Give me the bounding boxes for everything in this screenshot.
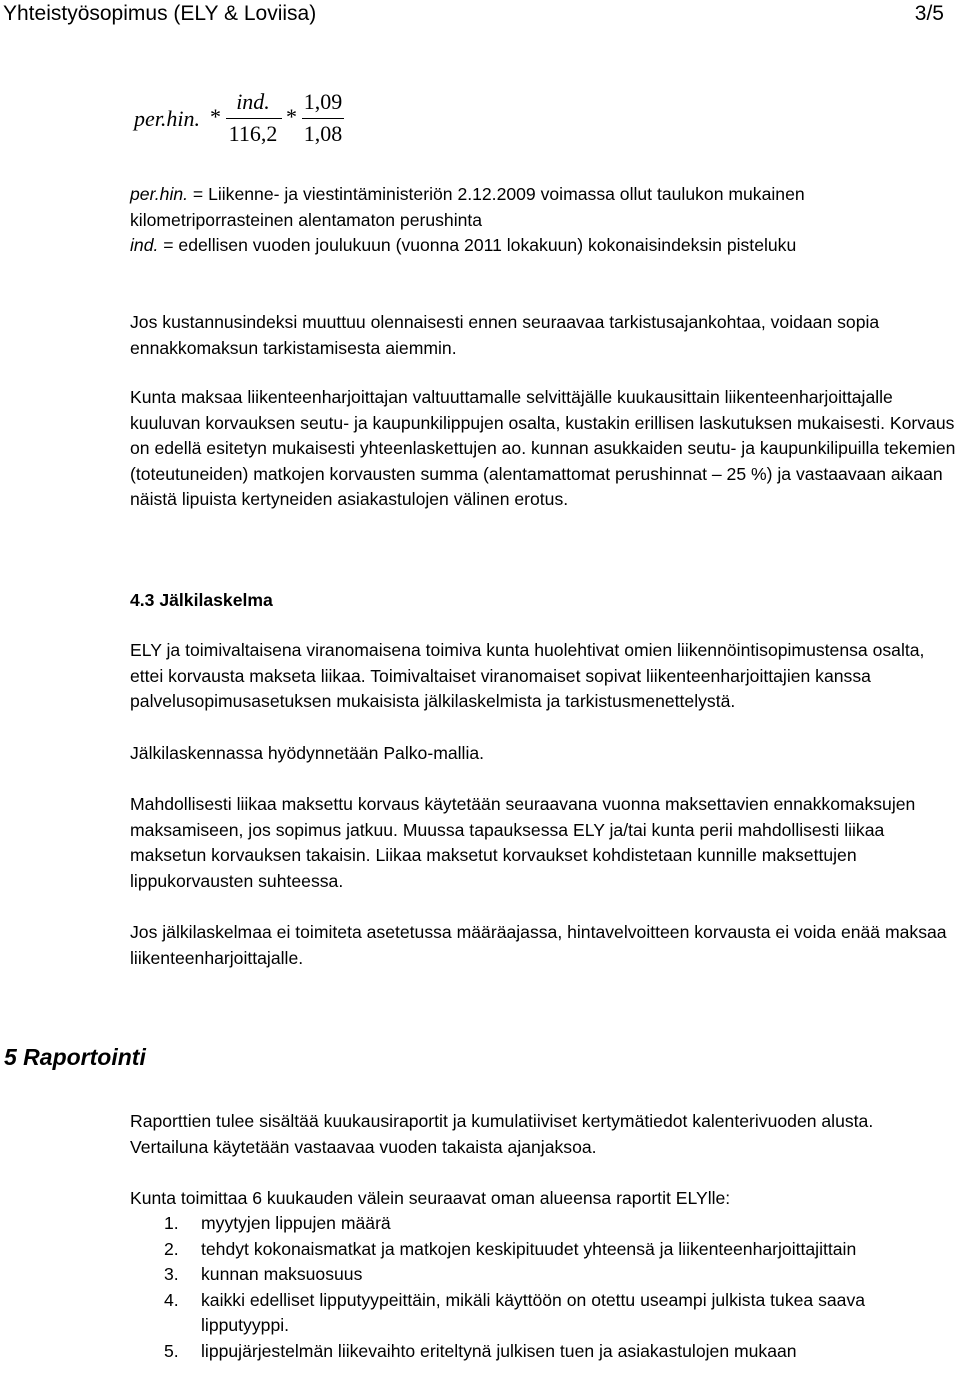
formula-frac1-denominator: 116,2 <box>228 121 278 146</box>
formula-frac1-numerator: ind. <box>236 89 270 114</box>
definition-base-price-text: = Liikenne- ja viestintäministeriön 2.12.2009 voimassa ollut taulukon mukainen kilometriporrasteinen alentamaton perushinta <box>130 184 805 230</box>
list-item-number: 4. <box>164 1289 179 1310</box>
formula-frac2-denominator: 1,08 <box>303 121 343 146</box>
section-5-paragraph-2: Kunta toimittaa 6 kuukauden välein seuraavat oman alueensa raportit ELYlle: <box>130 1188 731 1208</box>
page-number: 3/5 <box>914 2 944 25</box>
list-item <box>130 1237 956 1263</box>
list-item-number: 5. <box>164 1340 179 1361</box>
list-item-text: kunnan maksuosuus <box>201 1264 363 1284</box>
section-4-3-paragraph-2: Jälkilaskennassa hyödynnetään Palko-mallia. <box>130 742 485 763</box>
formula-frac2-numerator: 1,09 <box>303 89 343 114</box>
section-4-3-body <box>130 638 956 971</box>
list-item-text: tehdyt kokonaismatkat ja matkojen keskipituudet yhteensä ja liikenteenharjoittajittain <box>201 1238 857 1259</box>
formula-times-1: * <box>210 104 221 129</box>
page-header <box>0 0 948 30</box>
section-4-3-heading: 4.3 Jälkilaskelma <box>130 590 273 610</box>
list-item-text: lippujärjestelmän liikevaihto eriteltynä julkisen tuen ja asiakastulojen mukaan <box>201 1340 797 1361</box>
document-title: Yhteistyösopimus (ELY & Loviisa) <box>3 2 317 25</box>
list-item-number: 2. <box>164 1238 179 1259</box>
formula-frac1-bar <box>226 118 282 119</box>
section-5-heading: 5 Raportointi <box>4 1044 146 1070</box>
price-formula <box>132 88 352 150</box>
list-item <box>130 1288 956 1339</box>
list-item-text: myytyjen lippujen määrä <box>201 1213 391 1233</box>
formula-times-2: * <box>286 104 297 129</box>
list-item-number: 3. <box>164 1264 179 1284</box>
list-item <box>130 1211 956 1237</box>
section-5-body <box>130 1109 956 1212</box>
term-index: ind. <box>130 235 159 255</box>
list-item-text: kaikki edelliset lipputyypeittäin, mikäli käyttöön on otettu useampi julkista tukea saava lipputyyppi. <box>201 1289 866 1335</box>
report-list <box>130 1211 956 1364</box>
section-5-paragraph-1: Raporttien tulee sisältää kuukausiraportit ja kumulatiiviset kertymätiedot kalenterivuoden alusta. Vertailuna käytetään vastaavaa vuoden takaista ajanjaksoa. <box>130 1111 874 1157</box>
list-item-number: 1. <box>164 1213 179 1233</box>
section-4-3-paragraph-3: Mahdollisesti liikaa maksettu korvaus käytetään seuraavana vuonna maksettavien ennakkomaksujen maksamiseen, jos sopimus jatkuu. Muussa tapauksessa ELY ja/tai kunta perii mahdollisesti liikaa maksetun korvauksen takaisin. Liikaa maksetut korvaukset kohdistetaan kunnille maksettujen lippukorvausten suhteessa. <box>130 794 916 891</box>
formula-definitions <box>130 182 956 259</box>
term-base-price: per.hin. <box>130 184 189 204</box>
section-4-3-paragraph-4: Jos jälkilaskelmaa ei toimiteta asetetussa määräajassa, hintavelvoitteen korvausta ei voida enää maksaa liikenteenharjoittajalle. <box>130 922 947 968</box>
formula-frac2-bar <box>302 118 344 119</box>
definition-index <box>130 233 956 259</box>
definition-index-text: = edellisen vuoden joulukuun (vuonna 2011 lokakuun) kokonaisindeksin pisteluku <box>158 235 797 255</box>
section-4-3-paragraph-1: ELY ja toimivaltaisena viranomaisena toimiva kunta huolehtivat omien liikennöintisopimustensa osalta, ettei korvausta makseta liikaa. Toimivaltaiset viranomaiset sopivat liikenteenharjoittajien kanssa palvelusopimusasetuksen mukaisista jälkilaskelmista ja tarkistusmenettelystä. <box>130 640 925 711</box>
list-item <box>130 1262 956 1288</box>
definition-base-price <box>130 182 956 233</box>
index-change-paragraph: Jos kustannusindeksi muuttuu olennaisesti ennen seuraavaa tarkistusajankohtaa, voidaan sopia ennakkomaksun tarkistamisesta aiemmin. <box>130 312 880 358</box>
list-item <box>130 1339 956 1365</box>
formula-prefix: per.hin. <box>134 106 200 131</box>
municipality-payment-paragraph: Kunta maksaa liikenteenharjoittajan valtuuttamalle selvittäjälle kuukausittain liikenteenharjoittajalle kuuluvan korvauksen seutu- ja kaupunkilippujen osalta, kustakin erillisen laskutuksen mukaisesti. Korvaus on edellä esitetyn mukaisesti yhteenlaskettujen ao. kunnan asukkaiden seutu- ja kaupunkilipuilla tekemien (toteutuneiden) matkojen korvausten summa (alentamattomat perushinnat – 25 %) ja vastaavaan aikaan näistä lipuista kertyneiden asiakastulojen välinen erotus. <box>130 387 956 509</box>
